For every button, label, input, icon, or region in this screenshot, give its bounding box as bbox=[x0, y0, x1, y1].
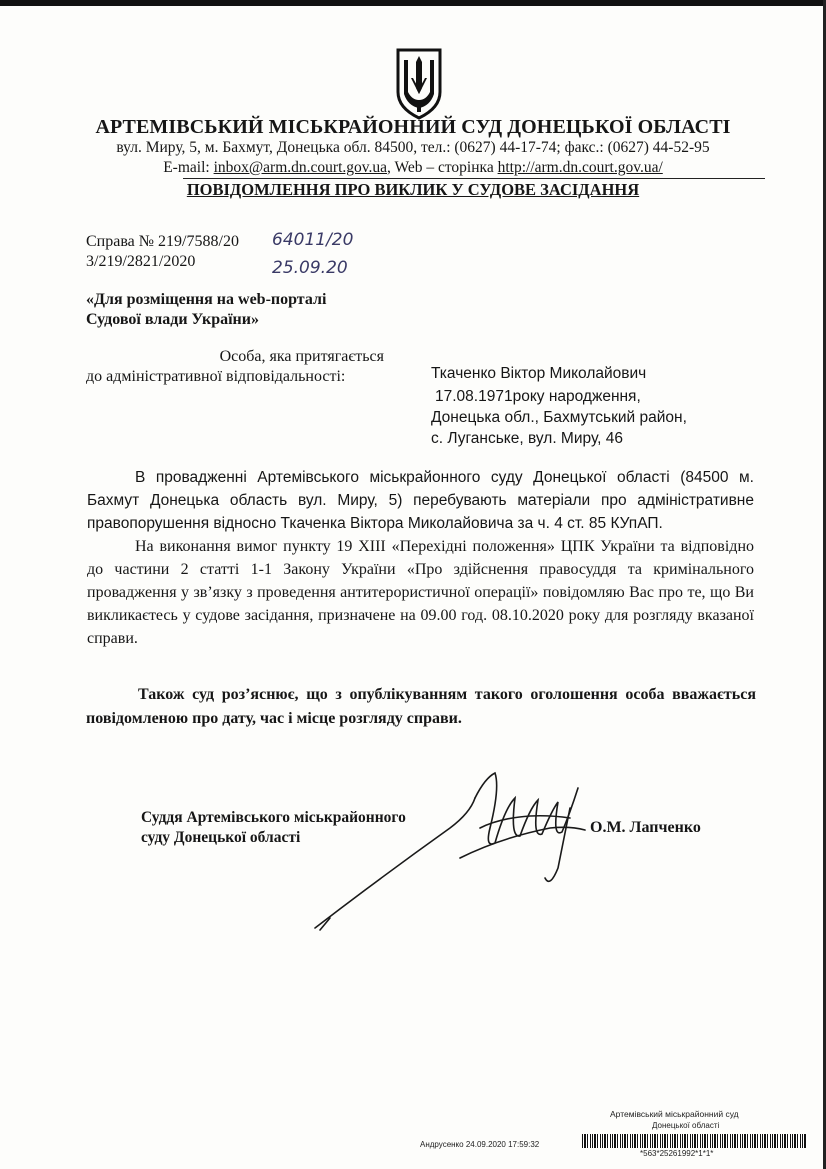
party-address: с. Луганське, вул. Миру, 46 bbox=[431, 430, 623, 447]
party-region: Донецька обл., Бахмутський район, bbox=[431, 409, 687, 426]
party-label-line2: до адміністративної відповідальності: bbox=[86, 368, 346, 385]
handwritten-reference: 64011/20 bbox=[272, 230, 354, 250]
email-link[interactable]: inbox@arm.dn.court.gov.ua bbox=[213, 159, 387, 176]
case-number: Справа № 219/7588/20 bbox=[86, 233, 239, 250]
proceeding-number: 3/219/2821/2020 bbox=[86, 253, 196, 270]
email-label: E-mail: bbox=[163, 159, 210, 176]
document-title bbox=[0, 180, 826, 200]
document-title-text: ПОВІДОМЛЕННЯ ПРО ВИКЛИК У СУДОВЕ ЗАСІДАННЯ bbox=[186, 180, 640, 199]
coat-of-arms-icon bbox=[394, 48, 444, 120]
stamp-line2: Донецької області bbox=[652, 1121, 720, 1130]
handwritten-signature bbox=[300, 768, 590, 938]
barcode-text: *563*25261992*1*1* bbox=[640, 1149, 714, 1158]
web-link[interactable]: http://arm.dn.court.gov.ua/ bbox=[497, 159, 663, 176]
judge-title-line2: суду Донецької області bbox=[141, 829, 301, 846]
stamp-line1: Артемівський міськрайонний суд bbox=[610, 1109, 739, 1119]
party-label-line1: Особа, яка притягається bbox=[219, 348, 384, 365]
court-contacts bbox=[0, 159, 826, 177]
judge-title-line1: Суддя Артемівського міськрайонного bbox=[141, 809, 406, 826]
publication-note-line1: «Для розміщення на web-порталі bbox=[86, 291, 327, 308]
party-name: Ткаченко Віктор Миколайович bbox=[431, 365, 647, 382]
court-address: вул. Миру, 5, м. Бахмут, Донецька обл. 84500, тел.: (0627) 44-17-74; факс.: (0627) 44-52-95 bbox=[116, 139, 710, 156]
judge-name: О.М. Лапченко bbox=[590, 819, 701, 836]
body-paragraph-1: В провадженні Артемівського міськрайонного суду Донецької області (84500 м. Бахмут Донецька область вул. Миру, 5) перебувають матеріали про адміністративне правопорушення відносно Ткаченка Віктора Миколайовича за ч. 4 ст. 85 КУпАП. bbox=[87, 469, 754, 532]
scan-top-edge bbox=[0, 0, 826, 6]
barcode bbox=[582, 1134, 807, 1148]
party-birth: 17.08.1971року народження, bbox=[435, 388, 641, 405]
publication-note-line2: Судової влади України» bbox=[86, 311, 259, 328]
body-paragraph-2: На виконання вимог пункту 19 ХІІІ «Перехідні положення» ЦПК України та відповідно до частини 2 статті 1-1 Закону України «Про здійснення правосуддя та кримінального провадження у зв’язку з проведення антитерористичної операції» повідомляю Вас про те, що Ви викликаєтесь у судове засідання, призначене на 09.00 год. 08.10.2020 року для розгляду вказаної справи. bbox=[87, 538, 754, 647]
publication-notice: Також суд роз’яснює, що з опублікуванням такого оголошення особа вважається повідомленою про дату, час і місце розгляду справи. bbox=[86, 686, 756, 727]
web-label: , Web – сторінка bbox=[387, 159, 494, 176]
registrar-stamp: Андрусенко 24.09.2020 17:59:32 bbox=[420, 1140, 540, 1149]
handwritten-date: 25.09.20 bbox=[272, 258, 348, 278]
header-divider bbox=[183, 178, 765, 179]
court-name: АРТЕМІВСЬКИЙ МІСЬКРАЙОННИЙ СУД ДОНЕЦЬКОЇ ОБЛАСТІ bbox=[95, 116, 731, 138]
